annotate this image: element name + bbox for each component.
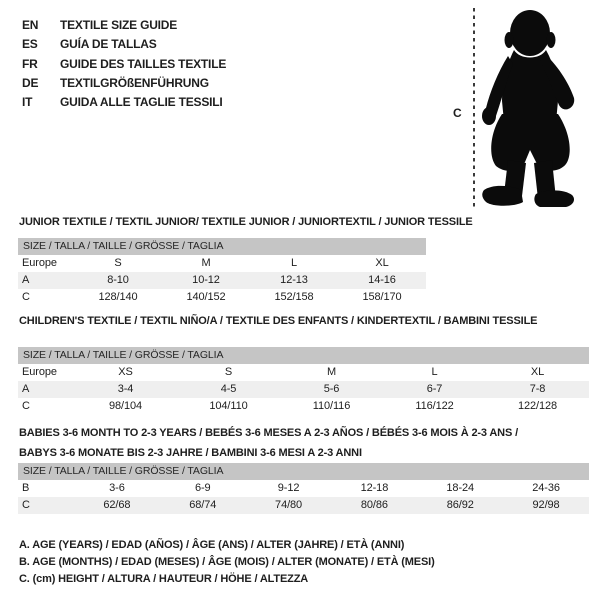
height-cell: 98/104 xyxy=(108,400,143,412)
language-label: GUÍA DE TALLAS xyxy=(60,37,157,52)
size-cell: XL xyxy=(530,366,545,378)
language-code: DE xyxy=(22,75,39,90)
language-row-es xyxy=(22,35,226,54)
age-cell: 10-12 xyxy=(192,274,220,286)
height-cell: 86/92 xyxy=(446,499,474,511)
size-header-bar: SIZE / TALLA / TAILLE / GRÖSSE / TAGLIA xyxy=(18,347,589,364)
table-row-europe xyxy=(18,255,426,272)
age-cell: 7-8 xyxy=(529,383,546,395)
language-code: FR xyxy=(22,56,38,71)
height-measure-label: C xyxy=(453,106,462,120)
row-label: Europe xyxy=(22,257,57,269)
height-cell: 92/98 xyxy=(532,499,560,511)
junior-table-title: JUNIOR TEXTILE / TEXTIL JUNIOR/ TEXTILE JUNIOR / JUNIORTEXTIL / JUNIOR TESSILE xyxy=(19,216,473,228)
size-cell: S xyxy=(224,366,233,378)
language-label: GUIDA ALLE TAGLIE TESSILI xyxy=(60,95,223,110)
language-code: ES xyxy=(22,37,38,52)
height-cell: 158/170 xyxy=(362,291,402,303)
table-row-height xyxy=(18,398,589,415)
age-cell: 6-7 xyxy=(426,383,443,395)
footnote-b: B. AGE (MONTHS) / EDAD (MESES) / ÂGE (MOIS) / ALTER (MONATE) / ETÀ (MESI) xyxy=(19,556,435,568)
language-row-en xyxy=(22,16,226,35)
table-row-age xyxy=(18,272,426,289)
row-label: C xyxy=(22,400,30,412)
months-cell: 3-6 xyxy=(109,482,125,494)
language-row-it xyxy=(22,93,226,112)
babies-table-title-line1: BABIES 3-6 MONTH TO 2-3 YEARS / BEBÉS 3-6 MESES A 2-3 AÑOS / BÉBÉS 3-6 MOIS À 2-3 ANS / xyxy=(19,427,518,439)
row-label: B xyxy=(22,482,30,494)
language-label: GUIDE DES TAILLES TEXTILE xyxy=(60,56,227,71)
footnote-c: C. (cm) HEIGHT / ALTURA / HAUTEUR / HÖHE / ALTEZZA xyxy=(19,573,309,585)
age-cell: 8-10 xyxy=(107,274,129,286)
size-cell: XL xyxy=(375,257,389,269)
language-list xyxy=(22,16,226,112)
table-row-months xyxy=(18,480,589,497)
height-cell: 152/158 xyxy=(274,291,314,303)
age-cell: 12-13 xyxy=(280,274,308,286)
row-label: C xyxy=(22,499,30,511)
baby-silhouette-icon xyxy=(478,6,582,214)
height-measure-dashed-line xyxy=(473,8,475,209)
size-cell: S xyxy=(114,257,122,269)
babies-size-table xyxy=(18,463,589,514)
row-label: Europe xyxy=(22,366,57,378)
months-cell: 6-9 xyxy=(194,482,211,494)
children-table-title: CHILDREN'S TEXTILE / TEXTIL NIÑO/A / TEXTILE DES ENFANTS / KINDERTEXTIL / BAMBINI TESSILE xyxy=(19,315,538,327)
height-cell: 128/140 xyxy=(98,291,138,303)
table-row-europe xyxy=(18,364,589,381)
language-code: IT xyxy=(22,95,33,110)
babies-table-title xyxy=(19,423,518,463)
height-cell: 74/80 xyxy=(275,499,303,511)
row-label: C xyxy=(22,291,30,303)
language-code: EN xyxy=(22,18,39,32)
height-cell: 104/110 xyxy=(209,400,248,412)
height-cell: 110/116 xyxy=(312,400,351,412)
row-label: A xyxy=(22,274,30,286)
row-label: A xyxy=(22,383,30,395)
months-cell: 12-18 xyxy=(360,482,389,494)
size-cell: L xyxy=(431,366,438,378)
height-cell: 80/86 xyxy=(360,499,388,511)
table-row-age xyxy=(18,381,589,398)
language-row-fr xyxy=(22,55,226,74)
height-cell: 62/68 xyxy=(103,499,131,511)
babies-table-title-line2: BABYS 3-6 MONATE BIS 2-3 JAHRE / BAMBINI 3-6 MESI A 2-3 ANNI xyxy=(19,447,362,459)
footnote-a: A. AGE (YEARS) / EDAD (AÑOS) / ÂGE (ANS) / ALTER (JAHRE) / ETÀ (ANNI) xyxy=(19,539,405,551)
size-cell: M xyxy=(201,257,211,269)
height-cell: 122/128 xyxy=(517,400,558,412)
language-label: TEXTILE SIZE GUIDE xyxy=(60,18,178,32)
size-cell: L xyxy=(290,257,298,269)
children-size-table xyxy=(18,347,589,415)
footnotes xyxy=(19,537,435,588)
months-cell: 9-12 xyxy=(277,482,300,494)
junior-size-table xyxy=(18,238,426,306)
language-label: TEXTILGRÖßENFÜHRUNG xyxy=(60,75,209,90)
age-cell: 5-6 xyxy=(323,383,340,395)
size-cell: M xyxy=(326,366,337,378)
size-cell: XS xyxy=(118,366,133,378)
size-header-bar: SIZE / TALLA / TAILLE / GRÖSSE / TAGLIA xyxy=(18,238,426,255)
age-cell: 3-4 xyxy=(117,383,134,395)
table-row-height xyxy=(18,289,426,306)
table-row-height xyxy=(18,497,589,514)
size-header-bar: SIZE / TALLA / TAILLE / GRÖSSE / TAGLIA xyxy=(18,463,589,480)
height-cell: 68/74 xyxy=(189,499,217,511)
age-cell: 14-16 xyxy=(368,274,396,286)
months-cell: 18-24 xyxy=(446,482,475,494)
language-row-de xyxy=(22,74,226,93)
age-cell: 4-5 xyxy=(220,383,237,395)
height-cell: 140/152 xyxy=(186,291,226,303)
height-cell: 116/122 xyxy=(415,400,454,412)
months-cell: 24-36 xyxy=(532,482,560,494)
